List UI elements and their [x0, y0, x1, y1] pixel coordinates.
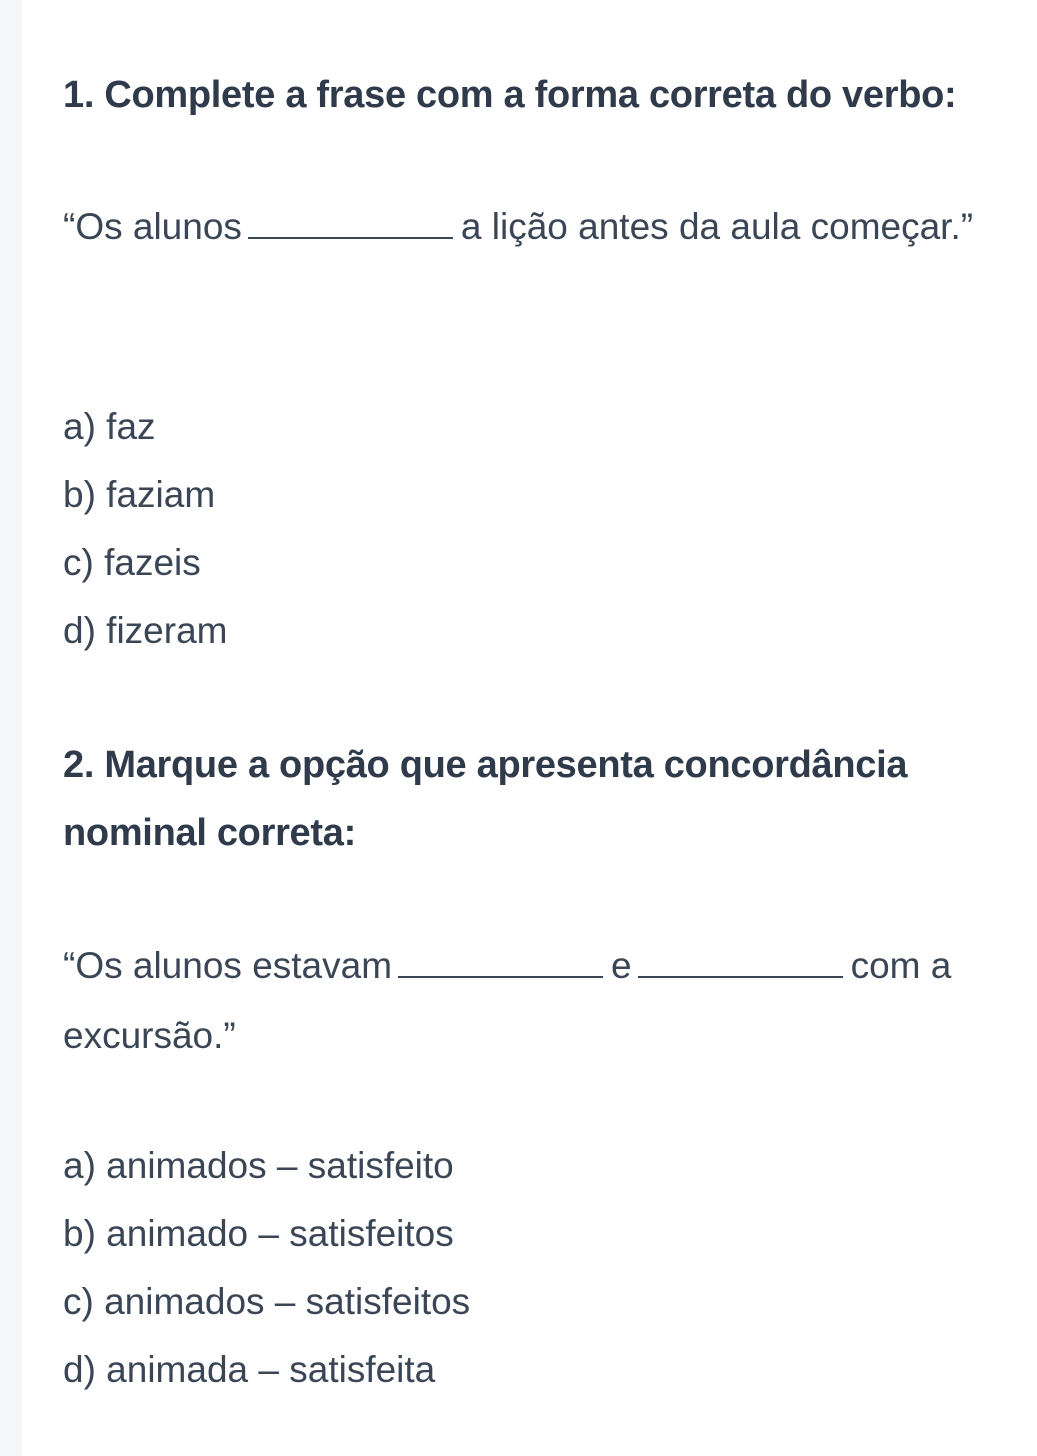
- question-1-title: 1. Complete a frase com a forma correta do verbo:: [63, 74, 957, 116]
- prompt-text-before: “Os alunos: [63, 206, 242, 247]
- question-1-prompt: [63, 192, 973, 262]
- prompt-text-middle: e: [611, 945, 632, 986]
- option-b[interactable]: b) faziam: [63, 474, 216, 515]
- answer-blank: [398, 946, 603, 978]
- prompt-text-after: com a excursão.”: [63, 945, 952, 1056]
- option-d[interactable]: d) animada – satisfeita: [63, 1349, 436, 1390]
- option-b[interactable]: b) animado – satisfeitos: [63, 1213, 454, 1254]
- answer-blank: [248, 207, 453, 239]
- option-c[interactable]: c) animados – satisfeitos: [63, 1281, 471, 1322]
- prompt-text-after: a lição antes da aula começar.”: [460, 206, 974, 247]
- question-2-prompt: [63, 931, 1023, 1071]
- option-d[interactable]: d) fizeram: [63, 610, 228, 651]
- left-margin-strip: [0, 0, 22, 1456]
- option-a[interactable]: a) faz: [63, 406, 156, 447]
- prompt-text-before: “Os alunos estavam: [63, 945, 393, 986]
- option-a[interactable]: a) animados – satisfeito: [63, 1145, 454, 1186]
- question-2-options: [63, 1132, 470, 1404]
- question-2-title: 2. Marque a opção que apresenta concordância nominal correta:: [63, 744, 908, 854]
- option-c[interactable]: c) fazeis: [63, 542, 201, 583]
- answer-blank: [638, 946, 843, 978]
- question-1-options: [63, 393, 227, 665]
